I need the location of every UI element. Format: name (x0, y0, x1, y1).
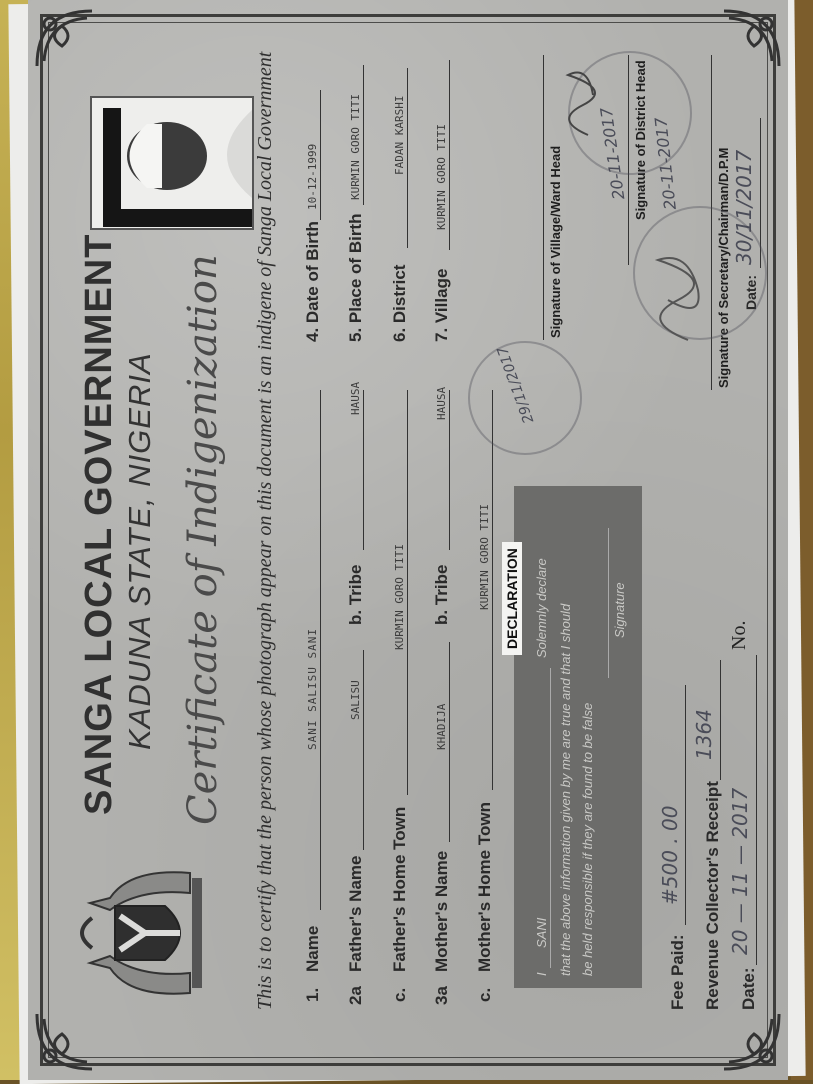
field-number: 1. (303, 987, 322, 1002)
village-head-signature-line (543, 55, 544, 340)
father-tribe-line (363, 390, 364, 550)
village-value: KURMIN GORO TITI (435, 124, 448, 230)
dob-label: 4. Date of Birth (303, 221, 322, 342)
fee-paid-label: Fee Paid: (668, 934, 687, 1010)
declaration-name-line (550, 668, 551, 968)
fee-paid-line (685, 685, 686, 925)
receipt-no-label: No. (728, 620, 750, 650)
government-title: SANGA LOCAL GOVERNMENT (78, 233, 120, 815)
person-photo-icon (92, 98, 252, 228)
field-number: c. (390, 987, 409, 1002)
declaration-name: SANI (534, 917, 549, 948)
declaration-line-2: that the above information given by me are true and that I should (558, 603, 573, 976)
date-label: Date: (739, 967, 758, 1010)
certificate-name: Certificate of Indigenization (180, 254, 226, 825)
name-value: SANI SALISU SANI (306, 628, 319, 750)
ornament-corner-icon (714, 1004, 784, 1074)
village-label: 7. Village (432, 268, 451, 342)
declaration-title: DECLARATION (502, 542, 522, 655)
village-head-date-handwritten: 20-11-2017 (596, 106, 629, 201)
state-subtitle: KADUNA STATE, NIGERIA (122, 352, 157, 750)
place-of-birth-label: 5. Place of Birth (346, 213, 365, 342)
date-value: 20 — 11 — 2017 (728, 787, 752, 955)
mother-home-town-value: KURMIN GORO TITI (478, 504, 491, 610)
field-number: 3a (432, 986, 451, 1005)
dob-line (320, 90, 321, 220)
secretary-signature-label: Signature of Secretary/Chairman/D.P.M (716, 147, 731, 388)
village-head-signature-label: Signature of Village/Ward Head (548, 145, 563, 338)
mother-name-label: Mother's Name (432, 850, 451, 972)
declaration-signature-label: Signature (612, 582, 627, 638)
nigeria-coat-of-arms-icon (70, 848, 220, 1018)
certify-statement: This is to certify that the person whose photograph appear on this document is an indigene of Sanga Local Government (254, 51, 276, 1010)
signature-scribble-icon (548, 50, 608, 140)
father-home-town-label: Father's Home Town (390, 806, 409, 972)
village-line (449, 60, 450, 250)
ornament-corner-icon (714, 6, 784, 76)
declaration-line-1-prefix: I (534, 972, 549, 976)
mother-tribe-label: b. Tribe (432, 564, 451, 625)
certificate (28, 0, 788, 1080)
district-value: FADAN KARSHI (393, 95, 406, 175)
father-tribe-label: b. Tribe (346, 564, 365, 625)
mother-home-town-label: Mother's Home Town (475, 802, 494, 972)
field-number: 2a (346, 986, 365, 1005)
name-line (320, 390, 321, 910)
mother-home-town-line (492, 390, 493, 790)
place-of-birth-value: KURMIN GORO TITI (349, 94, 362, 200)
signature-scribble-icon (628, 230, 718, 350)
receipt-label: Revenue Collector's Receipt (703, 781, 722, 1010)
father-tribe-value: HAUSA (349, 381, 362, 415)
father-name-value: SALISU (349, 680, 362, 720)
declaration-box (514, 486, 642, 988)
place-of-birth-line (363, 65, 364, 205)
father-name-line (363, 650, 364, 850)
ornament-corner-icon (32, 6, 102, 76)
district-label: 6. District (390, 264, 409, 342)
district-line (407, 68, 408, 248)
mother-tribe-value: HAUSA (435, 386, 448, 420)
passport-photo (90, 96, 254, 230)
secretary-date-label: Date: (743, 274, 759, 310)
district-head-signature-label: Signature of District Head (633, 60, 648, 220)
receipt-line (720, 660, 721, 780)
mother-tribe-line (449, 390, 450, 550)
date-line (756, 655, 757, 965)
father-home-town-line (407, 390, 408, 795)
fee-paid-value: #500 . 00 (658, 805, 682, 905)
receipt-value: 1364 (692, 709, 716, 760)
district-head-date-handwritten: 20-11-2017 (651, 116, 680, 211)
middle-stamp-date: 29/11/2017 (494, 343, 538, 426)
field-number: c. (475, 987, 494, 1002)
declaration-line-3: be held responsible if they are found to be false (580, 702, 595, 976)
father-home-town-value: KURMIN GORO TITI (393, 544, 406, 650)
dob-value: 10-12-1999 (306, 143, 319, 210)
name-label: Name (303, 925, 322, 972)
mother-name-value: KHADIJA (435, 703, 448, 750)
declaration-signature-line (608, 528, 609, 678)
declaration-solemnly: Solemnly declare (534, 558, 549, 658)
secretary-date-value: 30/11/2017 (732, 149, 756, 265)
father-name-label: Father's Name (346, 855, 365, 972)
mother-name-line (449, 642, 450, 842)
